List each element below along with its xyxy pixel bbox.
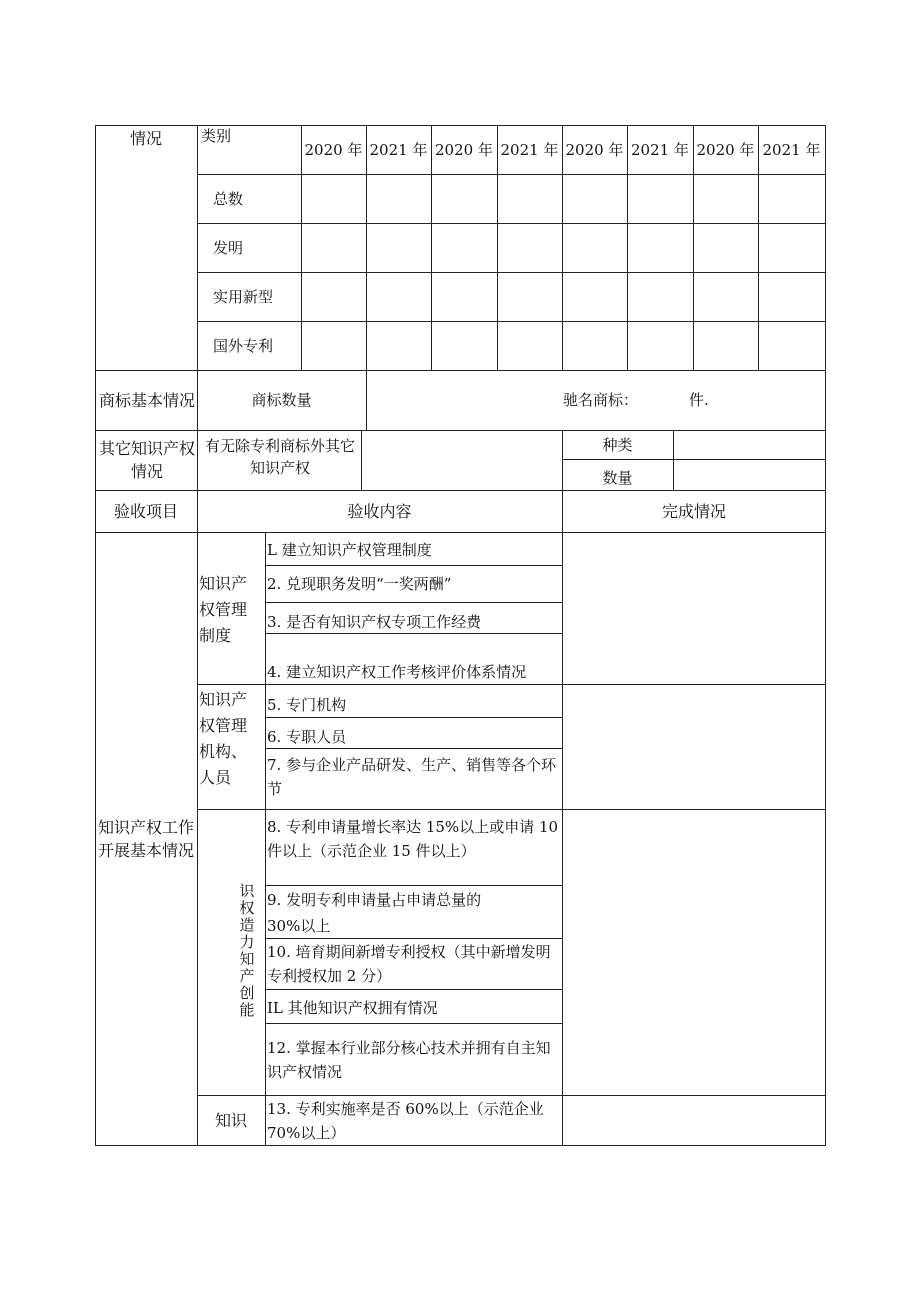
patent-row-label: 总数 [213,190,244,208]
row-divider [562,459,826,460]
table-border-left [95,125,96,1146]
other-ip-label: 其它知识产权情况 [99,439,195,481]
category-header: 类别 [201,127,232,145]
col-divider [431,125,432,370]
content-item: 12. 掌握本行业部分核心技术并拥有自主知识产权情况 [267,1039,551,1081]
content-item: 9. 发明专利申请量占申请总量的 30%以上 [267,891,482,935]
patent-section-label: 情况 [129,129,162,148]
col-divider [758,125,759,370]
kind-label: 种类 [602,436,633,454]
col-divider [562,532,563,1146]
row-divider [197,223,826,224]
content-item: 13. 专利实施率是否 60%以上（示范企业 70%以上） [267,1100,544,1142]
col-divider [366,370,367,430]
row-divider [265,989,562,990]
content-item: 8. 专利申请量增长率达 15%以上或申请 10 件以上（示范企业 15 件以上） [267,818,559,860]
famous-trademark-label: 驰名商标： [563,391,639,409]
label-char: 知 [239,950,255,968]
label-char: 力 [239,933,255,951]
content-item: 3. 是否有知识产权专项工作经费 [267,613,482,631]
content-item: IL 其他知识产权拥有情况 [267,999,438,1017]
label-char: 能 [239,1001,255,1019]
table-border-bottom [95,1145,826,1146]
row-divider [197,809,826,810]
year-header: 2020 年 [696,141,755,159]
row-divider [197,174,826,175]
group-label-ip-system: 知识产权管理制度 [199,574,248,645]
content-item: 7. 参与企业产品研发、生产、销售等各个环节 [267,756,557,798]
row-divider [197,1095,826,1096]
group-label-ip-organization: 知识产权管理机构、人员 [199,690,248,787]
content-item: 5. 专门机构 [267,696,347,714]
trademark-count-label: 商标数量 [251,391,312,409]
patent-row-label: 国外专利 [213,337,274,355]
patent-row-label: 实用新型 [213,288,274,306]
ip-acceptance-form [95,125,826,1146]
year-header: 2020 年 [435,141,493,159]
label-char: 识 [239,883,255,900]
content-item: 6. 专职人员 [267,728,347,746]
row-divider [197,321,826,322]
year-header: 2021 年 [369,141,428,159]
year-header: 2020 年 [565,141,624,159]
content-item: 4. 建立知识产权工作考核评价体系情况 [267,663,527,681]
year-header: 2021 年 [631,141,689,159]
col-content-header: 验收内容 [347,501,412,521]
row-divider [265,633,562,634]
col-divider [361,430,362,490]
famous-trademark-unit: 件. [689,391,709,409]
row-divider [265,717,562,718]
col-divider [673,430,674,490]
year-header: 2020 年 [304,141,363,159]
col-divider [627,125,628,370]
year-header: 2021 年 [762,141,821,159]
col-divider [265,532,266,1146]
label-char: 创 [239,984,255,1002]
label-char: 造 [239,916,255,934]
quantity-label: 数量 [602,469,633,487]
content-item: 10. 培育期间新增专利授权（其中新增发明专利授权加 2 分） [267,943,551,985]
label-char: 权 [239,899,255,917]
group-label-ip-use: 知识 [214,1110,247,1130]
content-item: L 建立知识产权管理制度 [267,541,432,559]
acceptance-main-label: 知识产权工作开展基本情况 [97,818,194,860]
col-project-header: 验收项目 [113,501,178,521]
col-divider [197,125,198,1146]
col-divider [301,125,302,370]
content-item: 2. 兑现职务发明“一奖两酬” [267,575,452,593]
row-divider [265,602,562,603]
row-divider [197,272,826,273]
year-header: 2021 年 [500,141,559,159]
col-divider [366,125,367,370]
col-divider [693,125,694,370]
row-divider [265,748,562,749]
patent-row-label: 发明 [213,239,244,257]
group-label-ip-creation [233,883,261,1019]
row-divider [95,532,826,533]
row-divider [197,684,826,685]
row-divider [265,565,562,566]
col-divider [497,125,498,370]
table-border-right [825,125,826,1146]
col-status-header: 完成情况 [661,501,726,521]
trademark-label: 商标基本情况 [99,390,195,410]
row-divider [265,1023,562,1024]
label-char: 产 [239,967,255,985]
col-divider [562,125,563,370]
other-ip-question: 有无除专利商标外其它知识产权 [204,437,355,477]
row-divider [265,885,562,886]
